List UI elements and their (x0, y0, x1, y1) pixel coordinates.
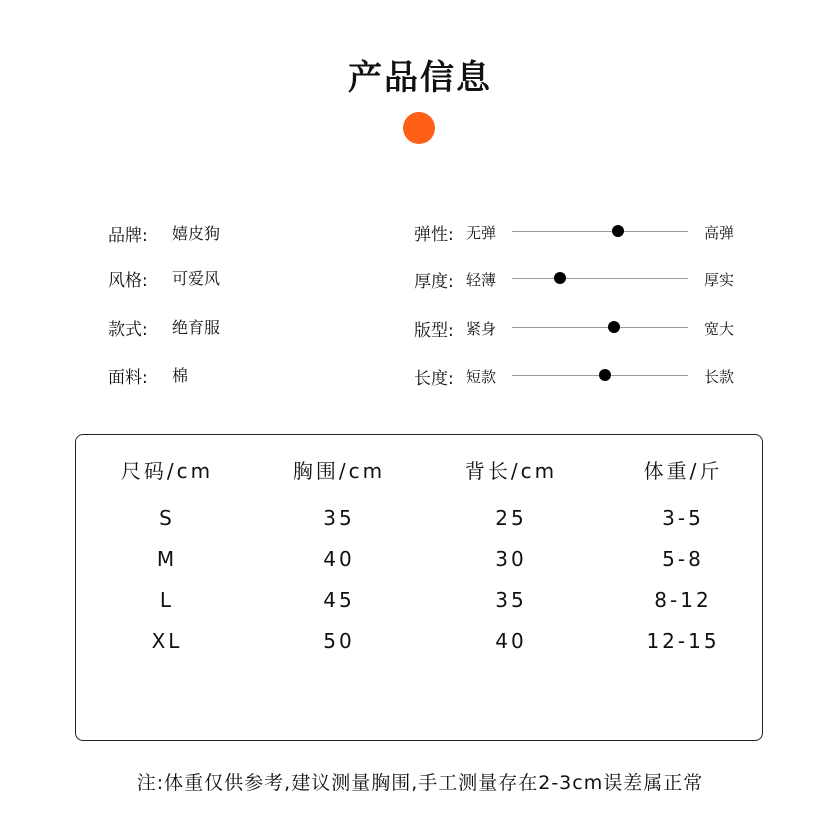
table-cell: L (159, 588, 175, 612)
rating-max-label: 宽大 (704, 320, 735, 338)
rating-knob (608, 321, 620, 333)
size-header-weight: 体重/斤 (643, 459, 723, 483)
table-cell: 8-12 (654, 588, 712, 612)
rating-knob (554, 272, 566, 284)
table-cell: 50 (323, 629, 355, 653)
spec-label: 面料: (108, 368, 148, 388)
table-cell: S (159, 506, 175, 530)
rating-track (512, 327, 688, 328)
size-table (75, 434, 763, 741)
accent-dot (403, 112, 435, 144)
spec-value: 可爱风 (172, 269, 221, 288)
rating-max-label: 长款 (704, 368, 735, 386)
table-cell: M (156, 547, 178, 571)
rating-min-label: 紧身 (466, 320, 497, 338)
rating-max-label: 高弹 (704, 224, 735, 242)
rating-label: 弹性: (414, 225, 454, 245)
table-cell: 30 (495, 547, 527, 571)
rating-max-label: 厚实 (704, 271, 735, 289)
table-cell: XL (151, 629, 183, 653)
rating-knob (599, 369, 611, 381)
table-cell: 12-15 (646, 629, 720, 653)
table-cell: 40 (323, 547, 355, 571)
rating-track (512, 231, 688, 232)
table-cell: 45 (323, 588, 355, 612)
size-header-size: 尺码/cm (120, 459, 214, 483)
rating-track (512, 278, 688, 279)
table-cell: 3-5 (662, 506, 704, 530)
table-cell: 35 (495, 588, 527, 612)
spec-value: 绝育服 (172, 318, 221, 337)
size-header-back: 背长/cm (464, 459, 558, 483)
table-cell: 40 (495, 629, 527, 653)
rating-knob (612, 225, 624, 237)
rating-label: 厚度: (414, 272, 454, 292)
rating-min-label: 轻薄 (466, 271, 497, 289)
size-header-chest: 胸围/cm (292, 459, 386, 483)
rating-label: 长度: (414, 369, 454, 389)
spec-label: 品牌: (108, 226, 148, 246)
rating-min-label: 短款 (466, 368, 497, 386)
table-cell: 35 (323, 506, 355, 530)
table-cell: 25 (495, 506, 527, 530)
rating-min-label: 无弹 (466, 224, 497, 242)
table-cell: 5-8 (662, 547, 704, 571)
spec-value: 棉 (172, 366, 189, 385)
spec-value: 嬉皮狗 (172, 224, 221, 243)
spec-label: 风格: (108, 271, 148, 291)
rating-track (512, 375, 688, 376)
measurement-note: 注:体重仅供参考,建议测量胸围,手工测量存在2-3cm误差属正常 (136, 772, 704, 794)
page-title: 产品信息 (348, 58, 492, 98)
rating-label: 版型: (414, 321, 454, 341)
spec-label: 款式: (108, 320, 148, 340)
